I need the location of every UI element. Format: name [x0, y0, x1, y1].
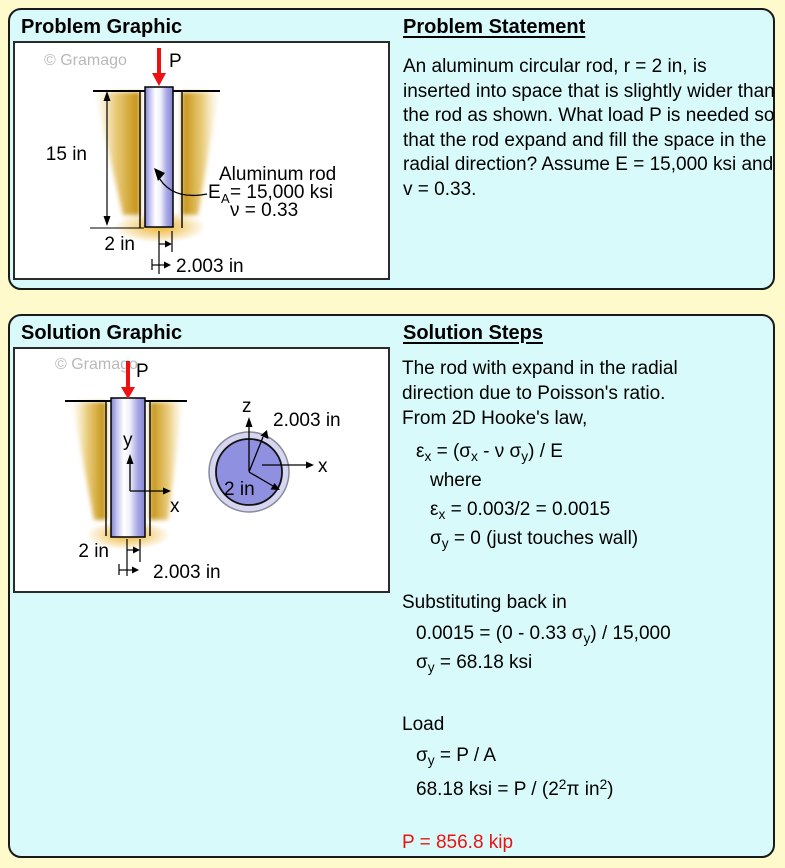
- problem-graphic-title: Problem Graphic: [21, 16, 183, 38]
- problem-statement-title: Problem Statement: [403, 16, 586, 38]
- section-radius-label: 2 in: [224, 479, 255, 500]
- step-equation: $\sigma_y = 68.18$ ksi: [416, 652, 533, 675]
- step-equation: $\sigma_y = 0$ (just touches wall): [430, 528, 639, 551]
- load-label: P: [136, 361, 149, 382]
- depth-dim-label: 15 in: [45, 144, 87, 165]
- step-line: The rod with expand in the radial: [402, 358, 678, 379]
- step-line: Substituting back in: [402, 592, 567, 613]
- solution-steps-title: Solution Steps: [403, 322, 543, 344]
- solution-graphic-canvas: [13, 347, 390, 593]
- aluminum-rod: [111, 398, 145, 537]
- problem-panel: [8, 8, 775, 290]
- watermark: © Gramago: [44, 52, 127, 69]
- step-equation: $\varepsilon_x = 0.003/2 = 0.0015$: [430, 499, 611, 522]
- step-equation: $\sigma_y = P / A$: [416, 745, 497, 768]
- step-equation: where: [430, 470, 482, 491]
- load-label: P: [169, 51, 182, 72]
- step-line: From 2D Hooke's law,: [402, 408, 588, 429]
- callout-modulus-value: = 15,000 ksi: [230, 182, 333, 203]
- problem-statement-text: An aluminum circular rod, r = 2 in, is inserted into space that is slightly wider than the rod as shown. What load P is needed so that the rod expand and fill the space in the radial direction? Assume E = 15,000 ksi and v = 0.33.: [403, 56, 775, 200]
- solution-steps: [402, 356, 776, 855]
- callout-poisson-label: ν = 0.33: [230, 200, 299, 221]
- hole-dim-label: 2.003 in: [176, 256, 244, 277]
- rod-dim-label: 2 in: [104, 234, 135, 255]
- axis-x-label: x: [170, 496, 180, 517]
- ground-left-wall: [72, 402, 106, 520]
- problem-graphic-drawing: [15, 43, 388, 278]
- callout-material-label: Aluminum rod: [219, 164, 337, 185]
- callout-modulus-symbol: E: [208, 182, 221, 203]
- problem-graphic-canvas: [13, 41, 390, 280]
- step-line: Load: [402, 714, 445, 735]
- section-outer-label: 2.003 in: [273, 410, 341, 431]
- callout-modulus-subscript: A: [221, 191, 230, 206]
- aluminum-rod: [145, 87, 173, 227]
- step-line: direction due to Poisson's ratio.: [402, 383, 666, 404]
- solution-panel: [8, 314, 775, 858]
- axis-y-label: y: [123, 430, 133, 451]
- solution-graphic-drawing: [15, 349, 388, 591]
- section-axis-z-label: z: [242, 396, 252, 417]
- ground-left-wall: [95, 92, 140, 215]
- section-axis-x-label: x: [318, 456, 328, 477]
- solution-graphic-title: Solution Graphic: [21, 322, 183, 344]
- hole-dim-label: 2.003 in: [153, 562, 221, 583]
- result-line: P = 856.8 kip: [402, 832, 514, 853]
- load-arrow: [152, 48, 166, 86]
- rod-dim-label: 2 in: [78, 541, 109, 562]
- step-equation: 68.18 ksi = P / ($2^2\pi$ $in^2$): [416, 777, 614, 801]
- watermark: © Gramago: [55, 356, 138, 373]
- step-equation: 0.0015 = (0 - 0.33 $\sigma_y) / 15,000$: [416, 623, 671, 646]
- step-equation: $\varepsilon_x = (\sigma_x - \nu$ $\sigma_y$) / E: [416, 441, 563, 464]
